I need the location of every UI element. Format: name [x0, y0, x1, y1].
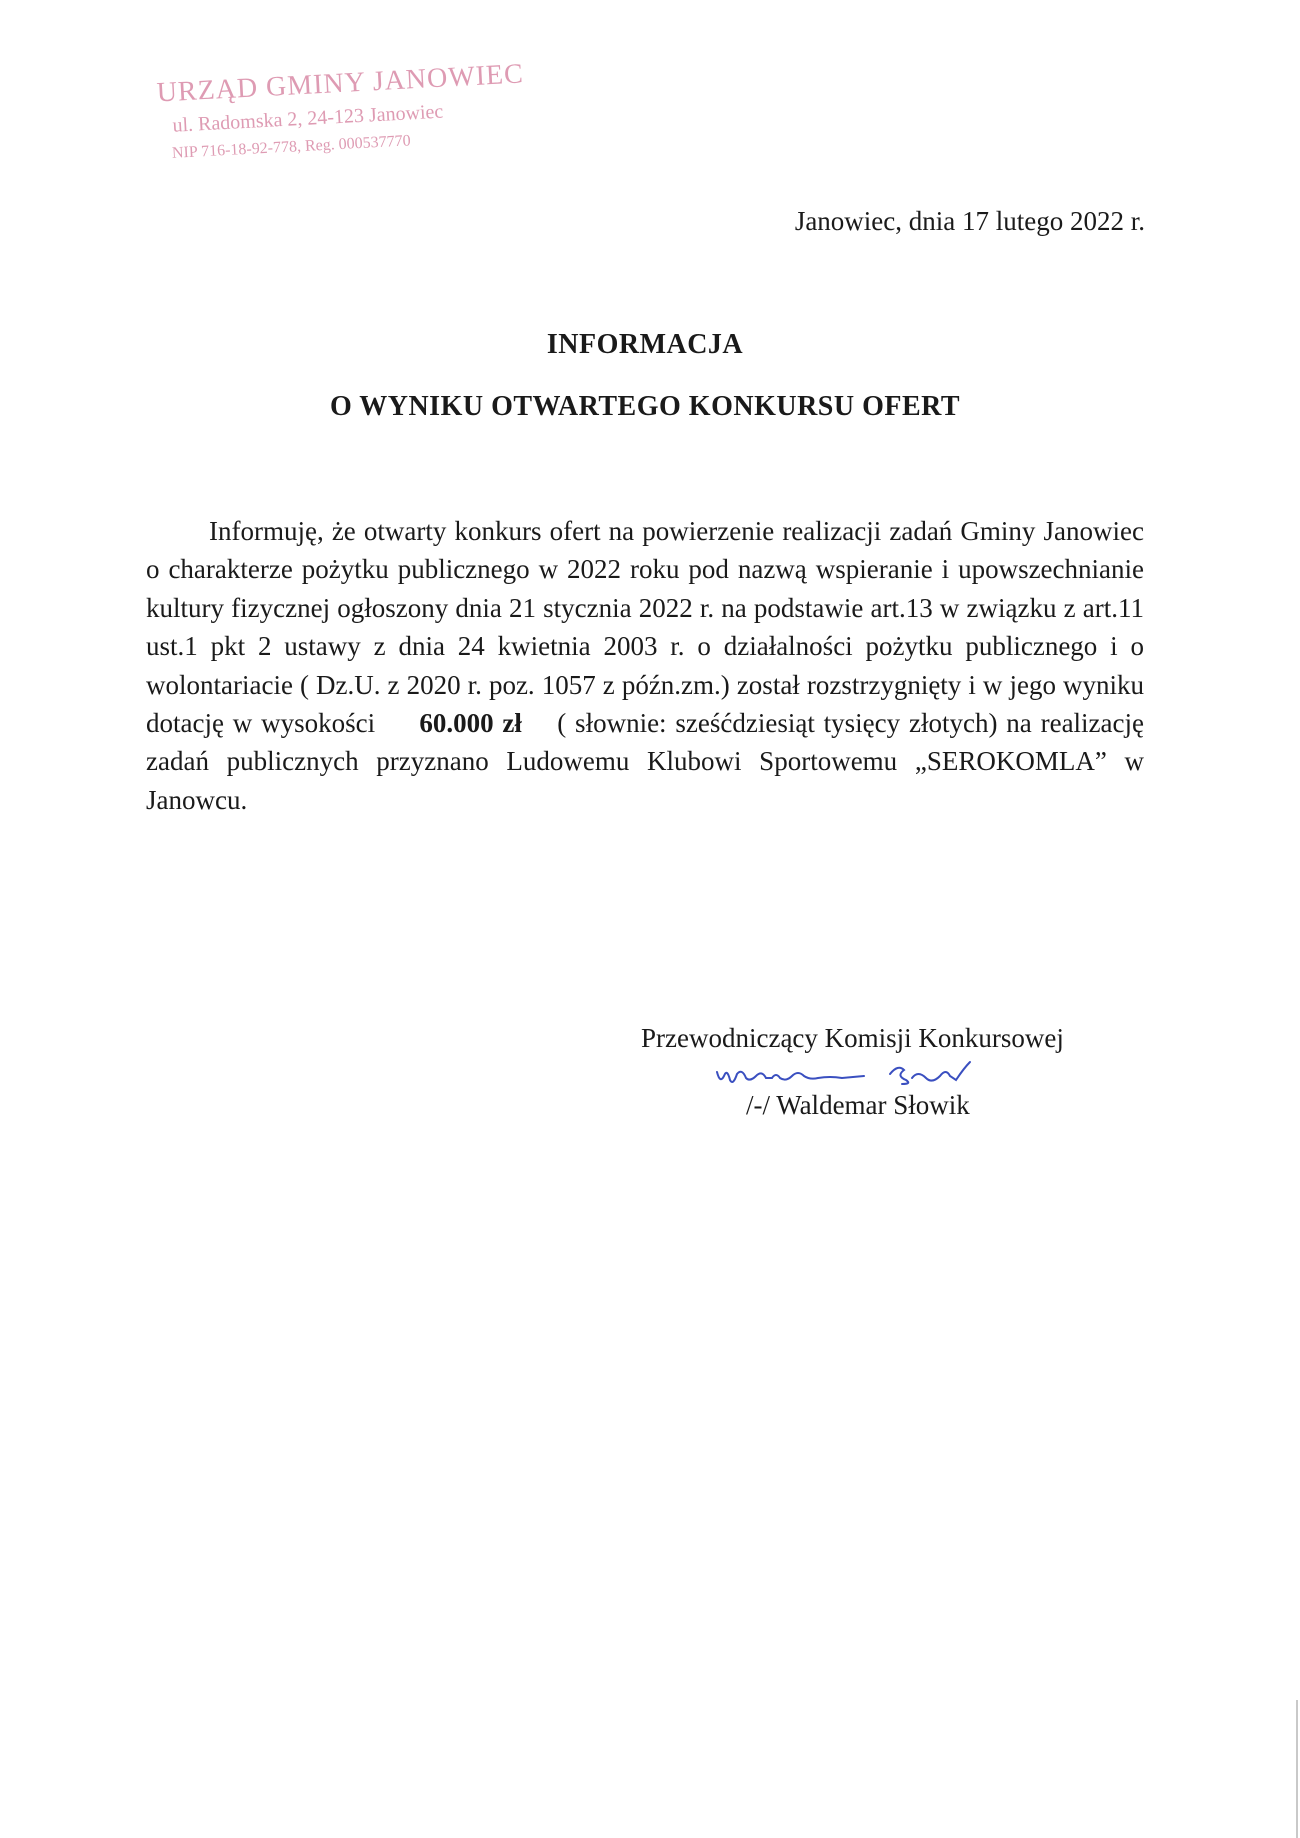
- signatory-name: /-/ Waldemar Słowik: [746, 1090, 970, 1120]
- grant-amount: 60.000 zł: [419, 708, 522, 739]
- body-text-part-1: Informuję, że otwarty konkurs ofert na powierzenie realizacji zadań Gminy Janowiec o charakterze pożytku publicznego w 2022 roku pod nazwą wspieranie i upowszechnianie kultury fizycznej ogłoszony dnia 21 stycznia 2022 r. na podstawie art.13 w związku z art.11 ust.1 pkt 2 ustawy z dnia 24 kwietnia 2003 r. o działalności pożytku publicznego i o wolontariacie ( Dz.U. z 2020 r. poz. 1057 z późn.zm.) został rozstrzygnięty i w jego wyniku dotację w wysokości: [146, 516, 1144, 739]
- office-stamp: [148, 58, 525, 178]
- date-line: Janowiec, dnia 17 lutego 2022 r.: [794, 206, 1145, 236]
- signatory-title: Przewodniczący Komisji Konkursowej: [641, 1023, 1064, 1053]
- stamp-line-3: NIP 716-18-92-778, Reg. 000537770: [171, 132, 412, 162]
- document-subtitle: O WYNIKU OTWARTEGO KONKURSU OFERT: [329, 391, 961, 422]
- stamp-line-1: URZĄD GMINY JANOWIEC: [155, 58, 525, 109]
- body-paragraph: [146, 512, 1144, 819]
- document-title: INFORMACJA: [546, 329, 744, 360]
- body-text-part-2: ( słownie: sześćdziesiąt tysięcy złotych) na realizację zadań publicznych przyznano Ludowemu Klubowi Sportowemu „SEROKOMLA” w Janowcu.: [146, 708, 1144, 815]
- stamp-line-2: ul. Radomska 2, 24-123 Janowiec: [171, 100, 444, 137]
- scan-edge-line: [1296, 1700, 1298, 1838]
- handwritten-signature: [712, 1054, 982, 1094]
